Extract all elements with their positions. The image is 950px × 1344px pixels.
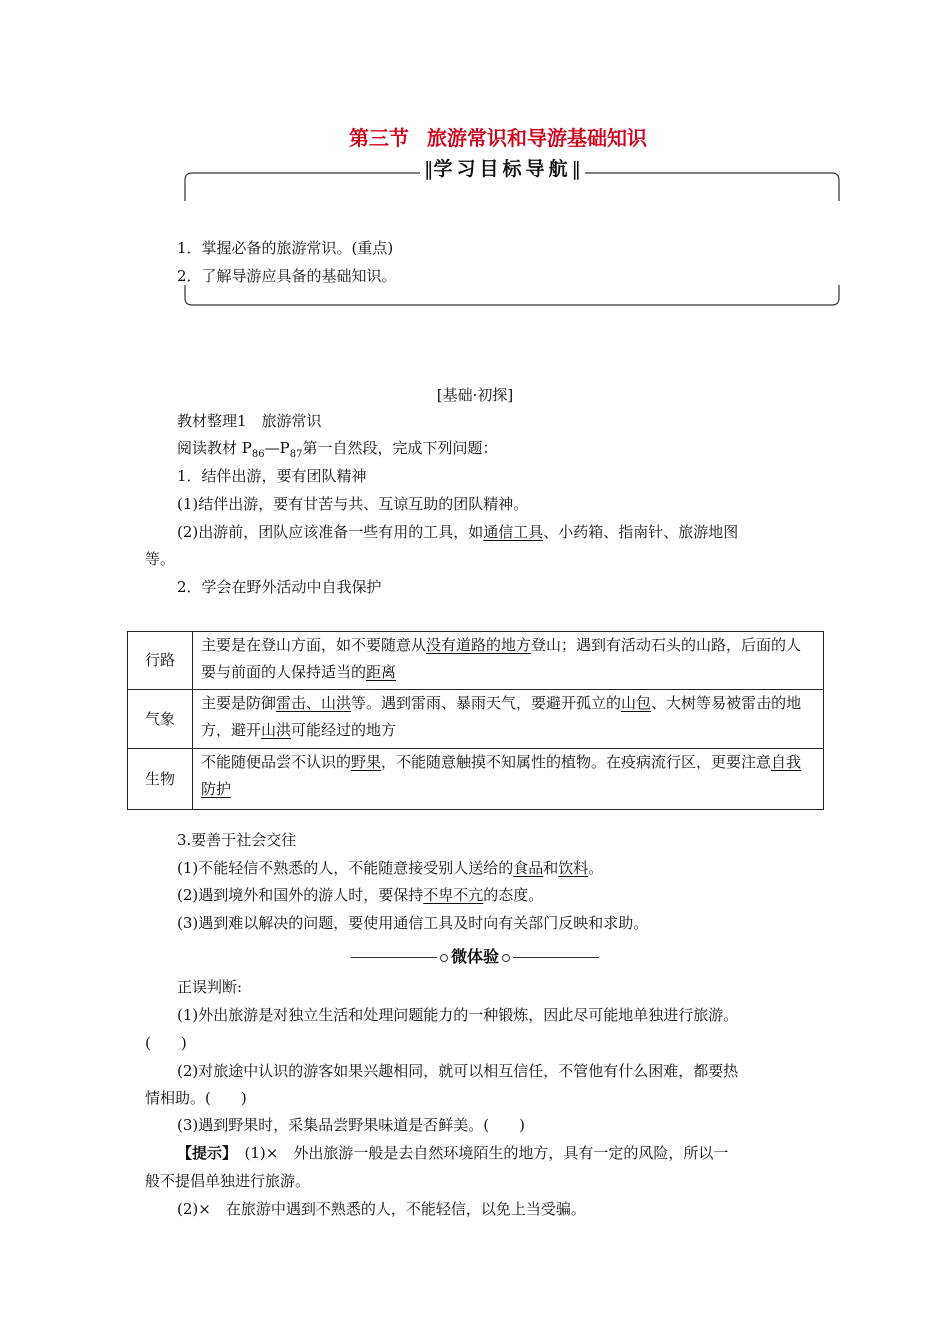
question-2-cont: 情相助。( )	[145, 1089, 247, 1107]
experience-heading: 微体验	[0, 944, 950, 967]
table-row	[128, 749, 824, 810]
basics-tag: [基础·初探]	[436, 386, 514, 404]
point3-line3: (3)遇到难以解决的问题，要使用通信工具及时向有关部门反映和求助。	[177, 914, 649, 932]
objective-item-2: 2．了解导游应具备的基础知识。	[177, 267, 397, 285]
hint-1-cont: 般不提倡单独进行旅游。	[145, 1172, 311, 1190]
experience-intro: 正误判断:	[177, 978, 243, 996]
table-row-desc: 主要是防御雷击、山洪等。遇到雷雨、暴雨天气，要避开孤立的山包、大树等易被雷击的地方，避开山洪可能经过的地方	[193, 690, 824, 749]
point2-heading: 2．学会在野外活动中自我保护	[177, 578, 382, 596]
point3-heading: 3.要善于社会交往	[177, 831, 297, 849]
point1-line2-cont: 等。	[145, 550, 176, 568]
question-2: (2)对旅途中认识的游客如果兴趣相同，就可以相互信任，不管他有什么困难，都要热	[177, 1062, 739, 1080]
objectives-badge-label: 学习目标导航	[433, 158, 572, 180]
section-number: 第三节	[349, 126, 409, 150]
table-row	[128, 690, 824, 749]
table-row-desc: 不能随便品尝不认识的野果，不能随意触摸不知属性的植物。在疫病流行区，更要注意自我防护	[193, 749, 824, 810]
objective-item-1: 1．掌握必备的旅游常识。(重点)	[177, 239, 394, 257]
point1-line2: (2)出游前，团队应该准备一些有用的工具，如通信工具、小药箱、指南针、旅游地图	[177, 523, 739, 541]
table-row	[128, 632, 824, 690]
self-protection-table	[127, 631, 824, 810]
hint-2: (2)× 在旅游中遇到不熟悉的人，不能轻信，以免上当受骗。	[177, 1200, 586, 1218]
read-instruction: 阅读教材 $P_{86}—P_{87}$第一自然段，完成下列问题：	[177, 439, 498, 460]
point1-line1: (1)结伴出游，要有甘苦与共、互谅互助的团队精神。	[177, 495, 529, 513]
question-1: (1)外出旅游是对独立生活和处理问题能力的一种锻炼，因此尽可能地单独进行旅游。	[177, 1006, 739, 1024]
table-row-label: 生物	[128, 749, 193, 810]
point3-line2: (2)遇到境外和国外的游人时，要保持不卑不亢的态度。	[177, 886, 544, 904]
table-row-desc: 主要是在登山方面，如不要随意从没有道路的地方登山；遇到有活动石头的山路，后面的人要与前面的人保持适当的距离	[193, 632, 824, 690]
point3-line1: (1)不能轻信不熟悉的人，不能随意接受别人送给的食品和饮料。	[177, 859, 604, 877]
table-row-label: 气象	[128, 690, 193, 749]
objectives-frame-bottom	[184, 284, 840, 308]
hint-1: 【提示】 (1)× 外出旅游一般是去自然环境陌生的地方，具有一定的风险，所以一	[177, 1144, 729, 1162]
section-topic: 旅游常识和导游基础知识	[427, 126, 647, 150]
question-1-bracket: ( )	[145, 1034, 187, 1052]
page-title	[0, 122, 950, 151]
point1-heading: 1．结伴出游，要有团队精神	[177, 467, 367, 485]
table-row-label: 行路	[128, 632, 193, 690]
objectives-badge: ‖学习目标导航‖	[420, 154, 585, 184]
question-3: (3)遇到野果时，采集品尝野果味道是否鲜美。( )	[177, 1116, 525, 1134]
material-title: 教材整理1 旅游常识	[177, 412, 322, 430]
